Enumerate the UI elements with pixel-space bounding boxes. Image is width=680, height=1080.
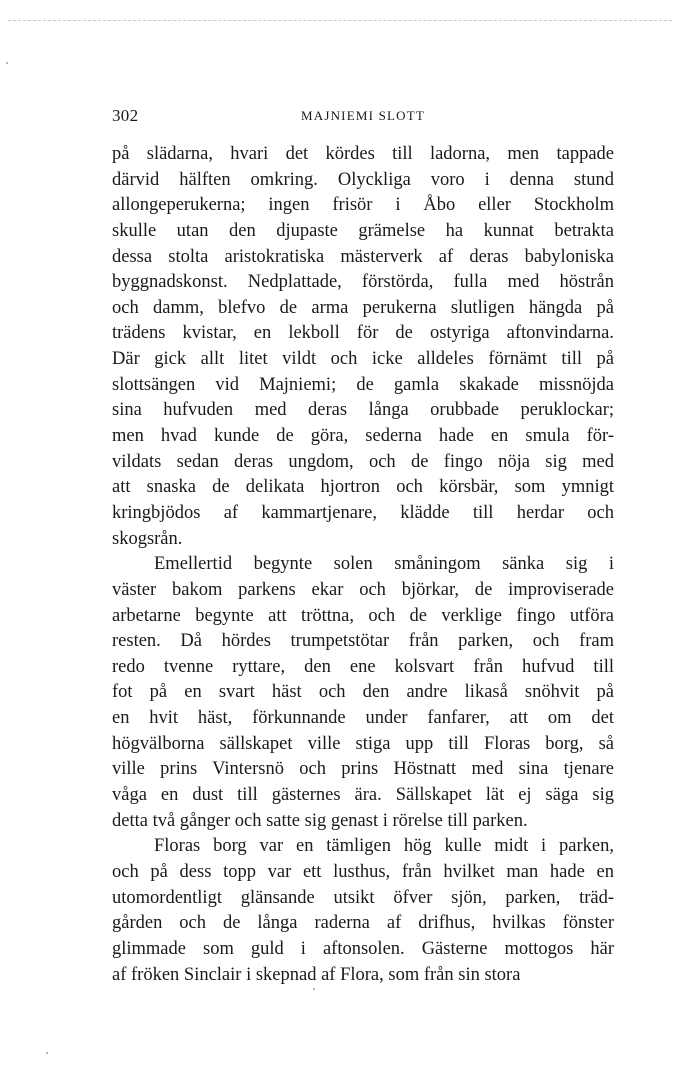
page-number: 302 bbox=[112, 106, 139, 125]
text-line: Där gick allt litet vildt och icke alldeles förnämt till på bbox=[112, 349, 614, 370]
text-line: på slädarna, hvari det kördes till ladorna, men tappade bbox=[112, 144, 614, 164]
scan-speck bbox=[313, 988, 315, 990]
text-line: våga en dust till gästernes ära. Sällskapet lät ej säga sig bbox=[112, 785, 614, 806]
text-line: redo tvenne ryttare, den ene kolsvart från hufvud till bbox=[112, 656, 614, 677]
text-line: kringbjödos af kammartjenare, klädde till herdar och bbox=[112, 502, 614, 523]
text-line: dessa stolta aristokratiska mästerverk af deras babyloniska bbox=[112, 246, 614, 267]
paragraph bbox=[112, 834, 614, 988]
text-line: Emellertid begynte solen småningom sänka sig i bbox=[154, 554, 614, 575]
text-line: fot på en svart häst och den andre likaså snöhvit på bbox=[112, 682, 614, 703]
paragraph bbox=[112, 552, 614, 834]
text-line: ville prins Vintersnö och prins Höstnatt med sina tjenare bbox=[112, 759, 614, 780]
running-title: MAJNIEMI SLOTT bbox=[300, 108, 426, 123]
text-line: byggnadskonst. Nedplattade, förstörda, fulla med höstrån bbox=[112, 272, 614, 293]
page-header bbox=[112, 104, 614, 128]
scan-speck bbox=[46, 1052, 48, 1054]
text-line: sina hufvuden med deras långa orubbade peruklockar; bbox=[112, 400, 614, 421]
text-line: men hvad kunde de göra, sederna hade en smula för- bbox=[112, 426, 614, 447]
body-text bbox=[112, 142, 614, 988]
text-line: utomordentligt glänsande utsikt öfver sjön, parken, träd- bbox=[112, 887, 614, 908]
text-line: att snaska de delikata hjortron och körsbär, som ymnigt bbox=[112, 477, 614, 498]
scan-edge-line bbox=[8, 20, 672, 21]
text-line: vildats sedan deras ungdom, och de fingo nöja sig med bbox=[112, 451, 614, 472]
text-line: gården och de långa raderna af drifhus, hvilkas fönster bbox=[112, 913, 614, 934]
text-line: därvid hälften omkring. Olyckliga voro i denna stund bbox=[112, 169, 614, 190]
text-line: och på dess topp var ett lusthus, från hvilket man hade en bbox=[112, 861, 614, 882]
text-line: skulle utan den djupaste grämelse ha kunnat betrakta bbox=[112, 220, 614, 241]
text-line: högvälborna sällskapet ville stiga upp till Floras borg, så bbox=[112, 733, 614, 754]
text-line: glimmade som guld i aftonsolen. Gästerne mottogos här bbox=[112, 938, 614, 959]
text-line: en hvit häst, förkunnande under fanfarer, att om det bbox=[112, 708, 614, 729]
text-line: resten. Då hördes trumpetstötar från parken, och fram bbox=[112, 631, 614, 652]
text-line: trädens kvistar, en lekboll för de ostyriga aftonvindarna. bbox=[112, 323, 614, 344]
text-line: arbetarne begynte att tröttna, och de verklige fingo utföra bbox=[112, 605, 614, 626]
text-line: detta två gånger och satte sig genast i rörelse till parken. bbox=[112, 810, 528, 831]
text-line: slottsängen vid Majniemi; de gamla skakade missnöjda bbox=[112, 374, 614, 395]
text-line: och damm, blefvo de arma perukerna slutligen hängda på bbox=[112, 297, 614, 318]
text-line: väster bakom parkens ekar och björkar, de improviserade bbox=[112, 579, 614, 600]
scan-speck bbox=[6, 62, 8, 64]
paragraph bbox=[112, 142, 614, 552]
text-line: Floras borg var en tämligen hög kulle midt i parken, bbox=[154, 836, 614, 857]
text-line: allongeperukerna; ingen frisör i Åbo eller Stockholm bbox=[112, 195, 614, 216]
text-line: af fröken Sinclair i skepnad af Flora, som från sin stora bbox=[112, 964, 521, 985]
text-line: skogsrån. bbox=[112, 528, 183, 549]
